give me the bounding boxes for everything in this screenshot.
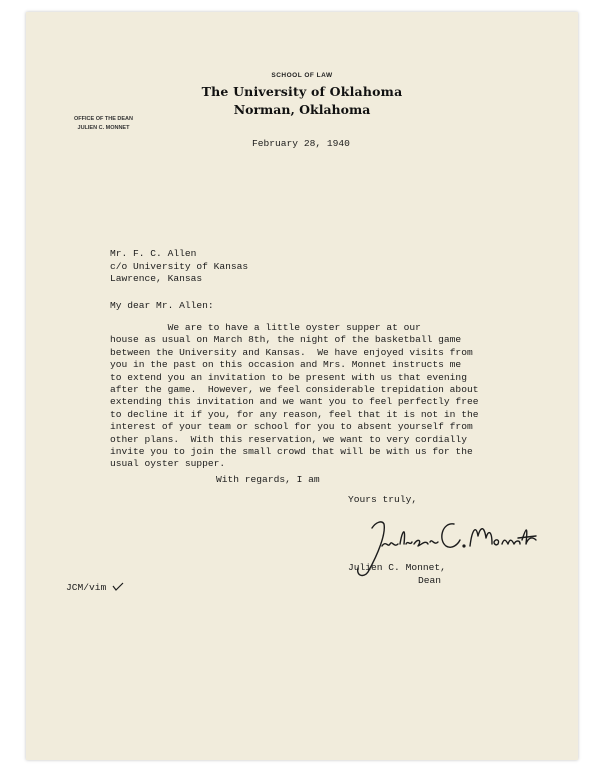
school-of-law-heading: SCHOOL OF LAW xyxy=(271,72,333,79)
recipient-institution: c/o University of Kansas xyxy=(110,260,249,272)
university-name: The University of Oklahoma xyxy=(201,84,403,99)
initials-text: JCM/vim xyxy=(66,582,107,593)
dean-name-line: JULIEN C. MONNET xyxy=(77,125,130,131)
body-line: between the University and Kansas. We have enjoyed visits from xyxy=(110,346,473,358)
body-line: interest of your team or school for you to absent yourself from xyxy=(110,421,473,433)
salutation: My dear Mr. Allen: xyxy=(110,300,214,311)
body-line: usual oyster supper. xyxy=(110,458,226,470)
body-line: We are to have a little oyster supper at our xyxy=(110,322,421,333)
body-line: to extend you an invitation to be present with us that evening xyxy=(110,371,467,383)
body-line: extending this invitation and we want you to feel perfectly free xyxy=(110,396,479,408)
office-line: OFFICE OF THE DEAN xyxy=(74,116,133,122)
letter-date: February 28, 1940 xyxy=(252,138,350,149)
recipient-address xyxy=(110,248,248,286)
letter-sheet xyxy=(26,12,578,760)
recipient-city: Lawrence, Kansas xyxy=(110,273,203,284)
signer-title: Dean xyxy=(418,574,442,586)
signer-name: Julien C. Monnet, xyxy=(348,562,446,573)
recipient-name: Mr. F. C. Allen xyxy=(110,248,197,259)
office-of-dean-block xyxy=(74,115,133,133)
checkmark-icon xyxy=(112,582,124,591)
body-line: after the game. However, we feel considerable trepidation about xyxy=(110,384,479,396)
body-line: other plans. With this reservation, we want to very cordially xyxy=(110,433,467,445)
reference-initials xyxy=(66,582,124,593)
body-line: you in the past on this occasion and Mrs. Monnet instructs me xyxy=(110,359,462,371)
regards-line: With regards, I am xyxy=(216,474,320,485)
body-line: house as usual on March 8th, the night of the basketball game xyxy=(110,334,462,346)
university-city: Norman, Oklahoma xyxy=(233,102,371,117)
signature-block xyxy=(348,562,446,587)
body-line: to decline it if you, for any reason, feel that it is not in the xyxy=(110,408,479,420)
body-line: invite you to join the small crowd that will be with us for the xyxy=(110,446,473,458)
closing-line: Yours truly, xyxy=(348,494,418,505)
letter-body xyxy=(110,322,540,471)
